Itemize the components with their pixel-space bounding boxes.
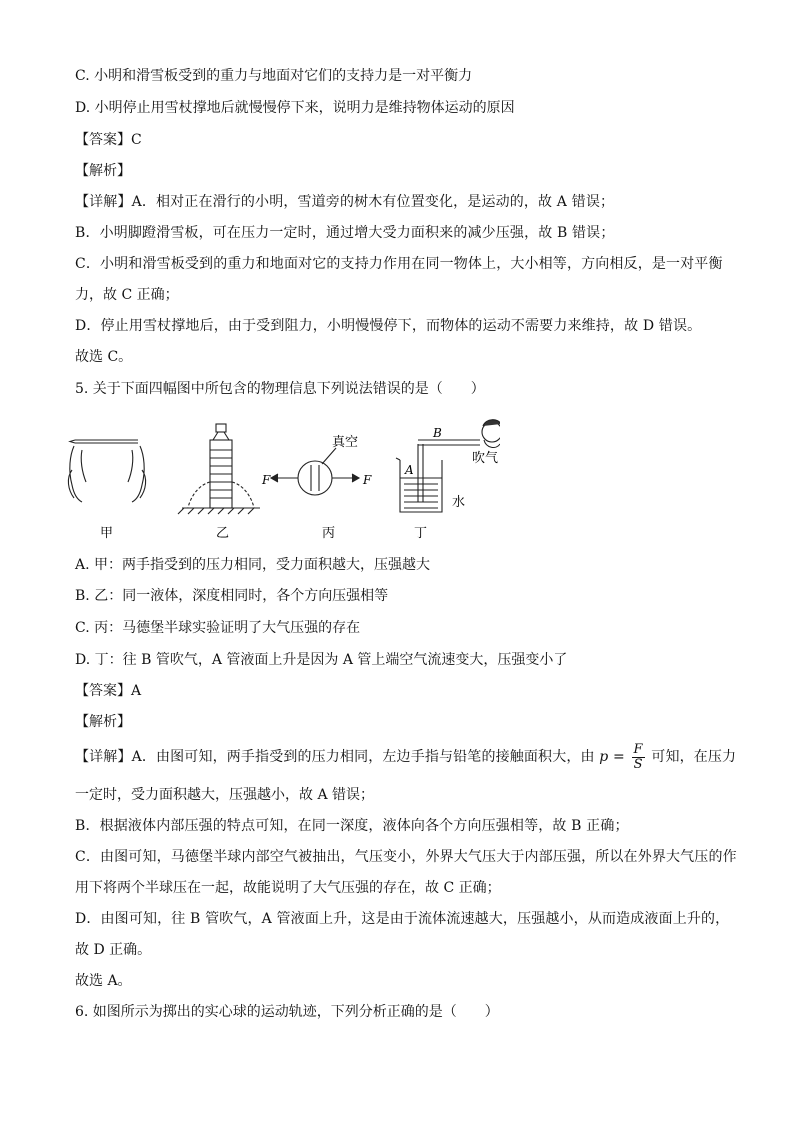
option-d-text: D. 小明停止用雪杖撑地后就慢慢停下来，说明力是维持物体运动的原因 — [75, 100, 515, 116]
explanation-d-q5: D．由图可知，往 B 管吹气，A 管液面上升，这是由于流体流速越大，压强越小，从而造成液面上升的， — [75, 911, 730, 927]
explanation-b: B．小明脚蹬滑雪板，可在压力一定时，通过增大受力面积来的减少压强，故 B 错误； — [75, 225, 615, 241]
option-a-text: A. 甲：两手指受到的压力相同，受力面积越大，压强越大 — [75, 557, 431, 573]
question-6: 6. 如图所示为掷出的实心球的运动轨迹，下列分析正确的是（ ） — [75, 1004, 499, 1020]
explanation-b-q5: B．根据液体内部压强的特点可知，在同一深度，液体向各个方向压强相等，故 B 正确； — [75, 818, 629, 834]
question-5: 5. 关于下面四幅图中所包含的物理信息下列说法错误的是（ ） — [75, 381, 485, 397]
explanation-d: D．停止用雪杖撑地后，由于受到阻力，小明慢慢停下，而物体的运动不需要力来维持，故 D 错误。 — [75, 318, 702, 334]
vacuum-label: 真空 — [332, 435, 359, 450]
explanation-c-cont: 力，故 C 正确； — [75, 287, 179, 303]
figure-label-jia: 甲 — [100, 526, 114, 541]
explanation-a: 【详解】A．相对正在滑行的小明，雪道旁的树木有位置变化，是运动的，故 A 错误； — [75, 194, 615, 210]
force-label-left: F — [262, 473, 271, 487]
blow-label: 吹气 — [472, 451, 499, 466]
formula-fraction — [632, 743, 645, 772]
option-b-text: B. 乙：同一液体，深度相同时，各个方向压强相等 — [75, 588, 389, 604]
force-label-right: F — [363, 473, 372, 487]
explanation-d-q5-cont: 故 D 正确。 — [75, 942, 152, 958]
explanation-a-q5-part2: 可知，在压力 — [651, 749, 737, 765]
figure-jia-hands — [68, 440, 145, 502]
explanation-a-q5 — [75, 740, 736, 774]
answer-label-q5: 【答案】A — [75, 683, 142, 699]
formula-denominator: S — [633, 756, 643, 772]
pressure-formula — [599, 740, 646, 774]
formula-numerator: F — [633, 741, 643, 757]
tube-label-a: A — [405, 463, 414, 477]
figure-bing-hemispheres — [271, 448, 359, 495]
answer-label: 【答案】C — [75, 132, 142, 148]
option-c-text: C. 小明和滑雪板受到的重力与地面对它们的支持力是一对平衡力 — [75, 68, 473, 84]
water-label: 水 — [452, 495, 466, 510]
analysis-label: 【解析】 — [75, 163, 131, 179]
option-c-text-q5: C. 丙：马德堡半球实验证明了大气压强的存在 — [75, 620, 361, 636]
person-blowing-icon — [482, 420, 500, 448]
formula-lhs: p — [599, 749, 609, 765]
figure-yi-bottle — [178, 424, 260, 514]
question-5-figure — [60, 410, 500, 550]
conclusion-q5: 故选 A。 — [75, 973, 132, 989]
explanation-a-q5-part1: 【详解】A．由图可知，两手指受到的压力相同，左边手指与铅笔的接触面积大，由 — [75, 749, 595, 765]
figure-label-yi: 乙 — [216, 526, 230, 541]
conclusion: 故选 C。 — [75, 349, 133, 365]
explanation-c-q5: C．由图可知，马德堡半球内部空气被抽出，气压变小，外界大气压大于内部压强，所以在外界大气压的作 — [75, 849, 737, 865]
formula-eq: = — [613, 749, 625, 765]
option-d-text-q5: D. 丁：往 B 管吹气，A 管液面上升是因为 A 管上端空气流速变大，压强变小了 — [75, 652, 568, 668]
figure-label-bing: 丙 — [322, 526, 336, 541]
analysis-label-q5: 【解析】 — [75, 714, 131, 730]
explanation-a-q5-cont: 一定时，受力面积越大，压强越小，故 A 错误； — [75, 787, 375, 803]
tube-label-b: B — [433, 426, 442, 440]
figure-label-ding: 丁 — [414, 526, 428, 541]
explanation-c-q5-cont: 用下将两个半球压在一起，故能说明了大气压强的存在，故 C 正确； — [75, 880, 501, 896]
explanation-c: C．小明和滑雪板受到的重力和地面对它的支持力作用在同一物体上，大小相等，方向相反，是一对平衡 — [75, 256, 723, 272]
